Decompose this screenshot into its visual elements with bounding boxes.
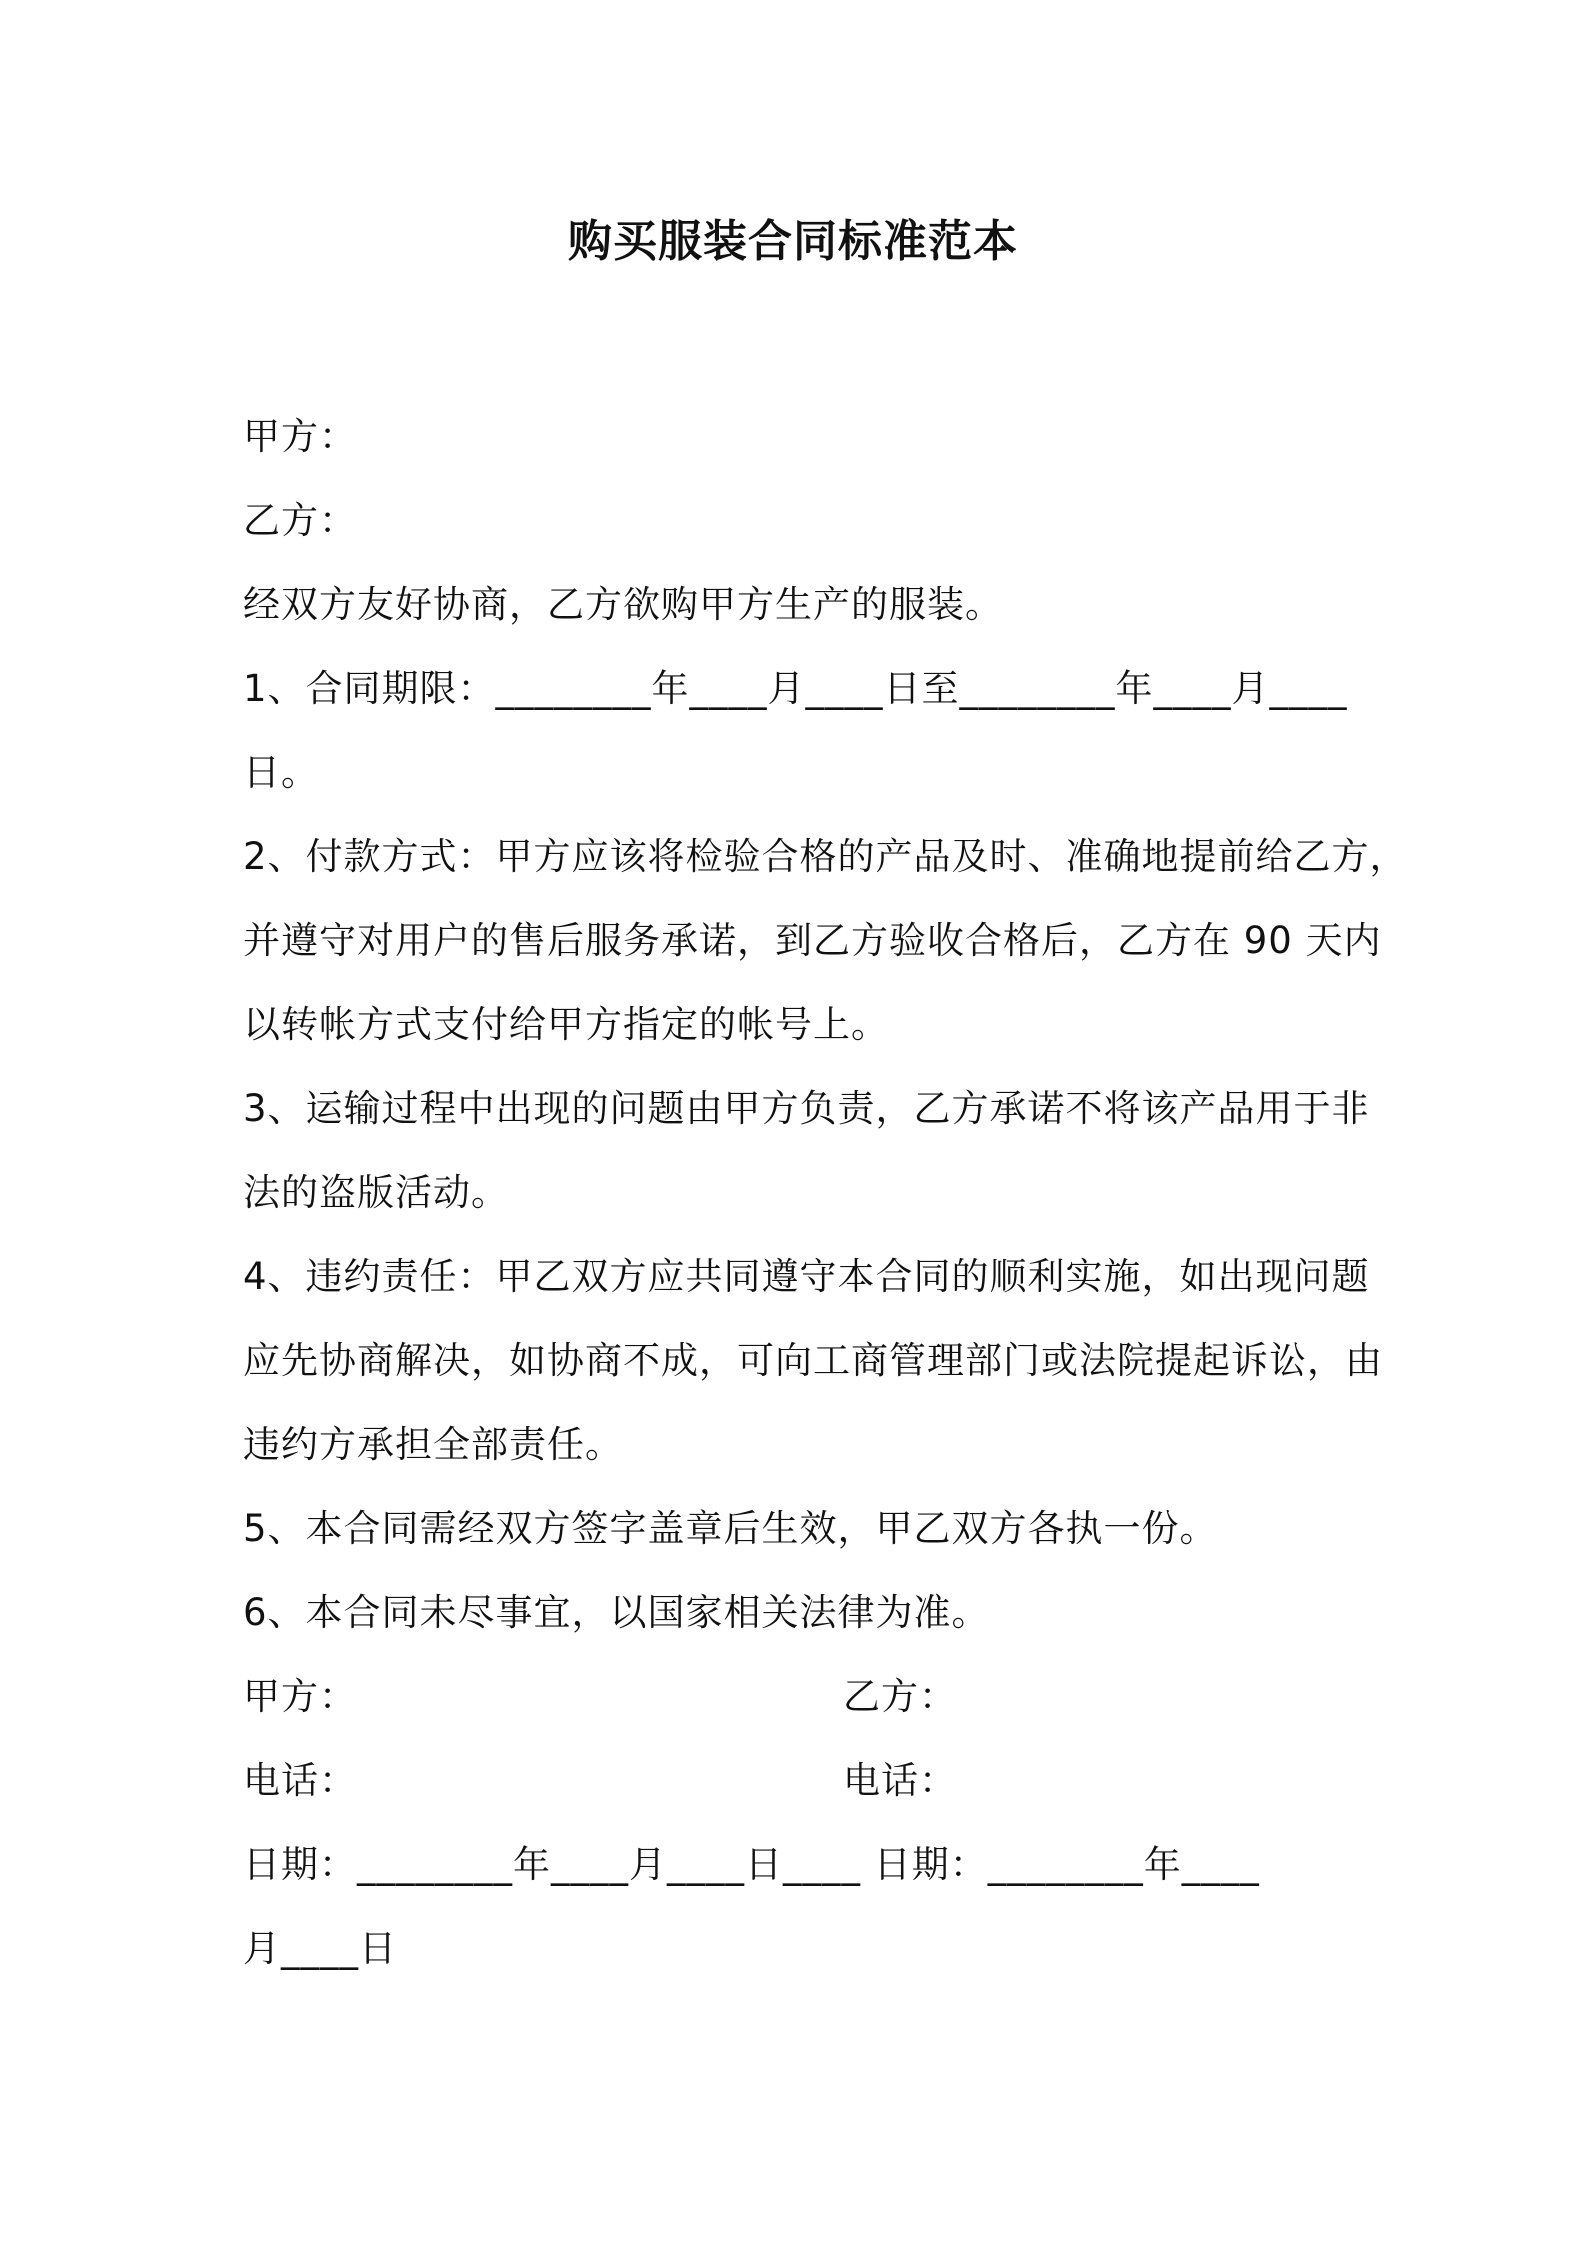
signature-date-line-2: 月____日 [243,1927,397,1970]
page-title: 购买服装合同标准范本 [568,216,1018,267]
party-b-label: 乙方： [243,499,357,542]
intro-paragraph: 经双方友好协商，乙方欲购甲方生产的服装。 [243,583,1003,626]
clause-2-line-3: 以转帐方式支付给甲方指定的帐号上。 [243,1003,889,1046]
clause-4-line-3: 违约方承担全部责任。 [243,1423,623,1466]
clause-6: 6、本合同未尽事宜，以国家相关法律为准。 [243,1591,990,1634]
signature-phone-a: 电话： [243,1759,357,1802]
signature-phone-b: 电话： [843,1759,957,1802]
clause-1-line-1: 1、合同期限：________年____月____日至________年____月____ [243,667,1348,710]
party-a-label: 甲方： [243,415,357,458]
signature-party-b: 乙方： [843,1675,957,1718]
clause-3-line-2: 法的盗版活动。 [243,1171,509,1214]
signature-date-line-1: 日期：________年____月____日____ 日期：________年____ [243,1843,1260,1886]
clause-5: 5、本合同需经双方签字盖章后生效，甲乙双方各执一份。 [243,1507,1218,1550]
clause-2-line-2: 并遵守对用户的售后服务承诺，到乙方验收合格后，乙方在 90 天内 [243,919,1382,962]
clause-4-line-2: 应先协商解决，如协商不成，可向工商管理部门或法院提起诉讼，由 [243,1339,1383,1382]
clause-3-line-1: 3、运输过程中出现的问题由甲方负责，乙方承诺不将该产品用于非 [243,1087,1370,1130]
clause-1-line-2: 日。 [243,751,319,794]
clause-2-line-1: 2、付款方式：甲方应该将检验合格的产品及时、准确地提前给乙方， [243,835,1408,878]
signature-party-a: 甲方： [243,1675,357,1718]
clause-4-line-1: 4、违约责任：甲乙双方应共同遵守本合同的顺利实施，如出现问题 [243,1255,1370,1298]
